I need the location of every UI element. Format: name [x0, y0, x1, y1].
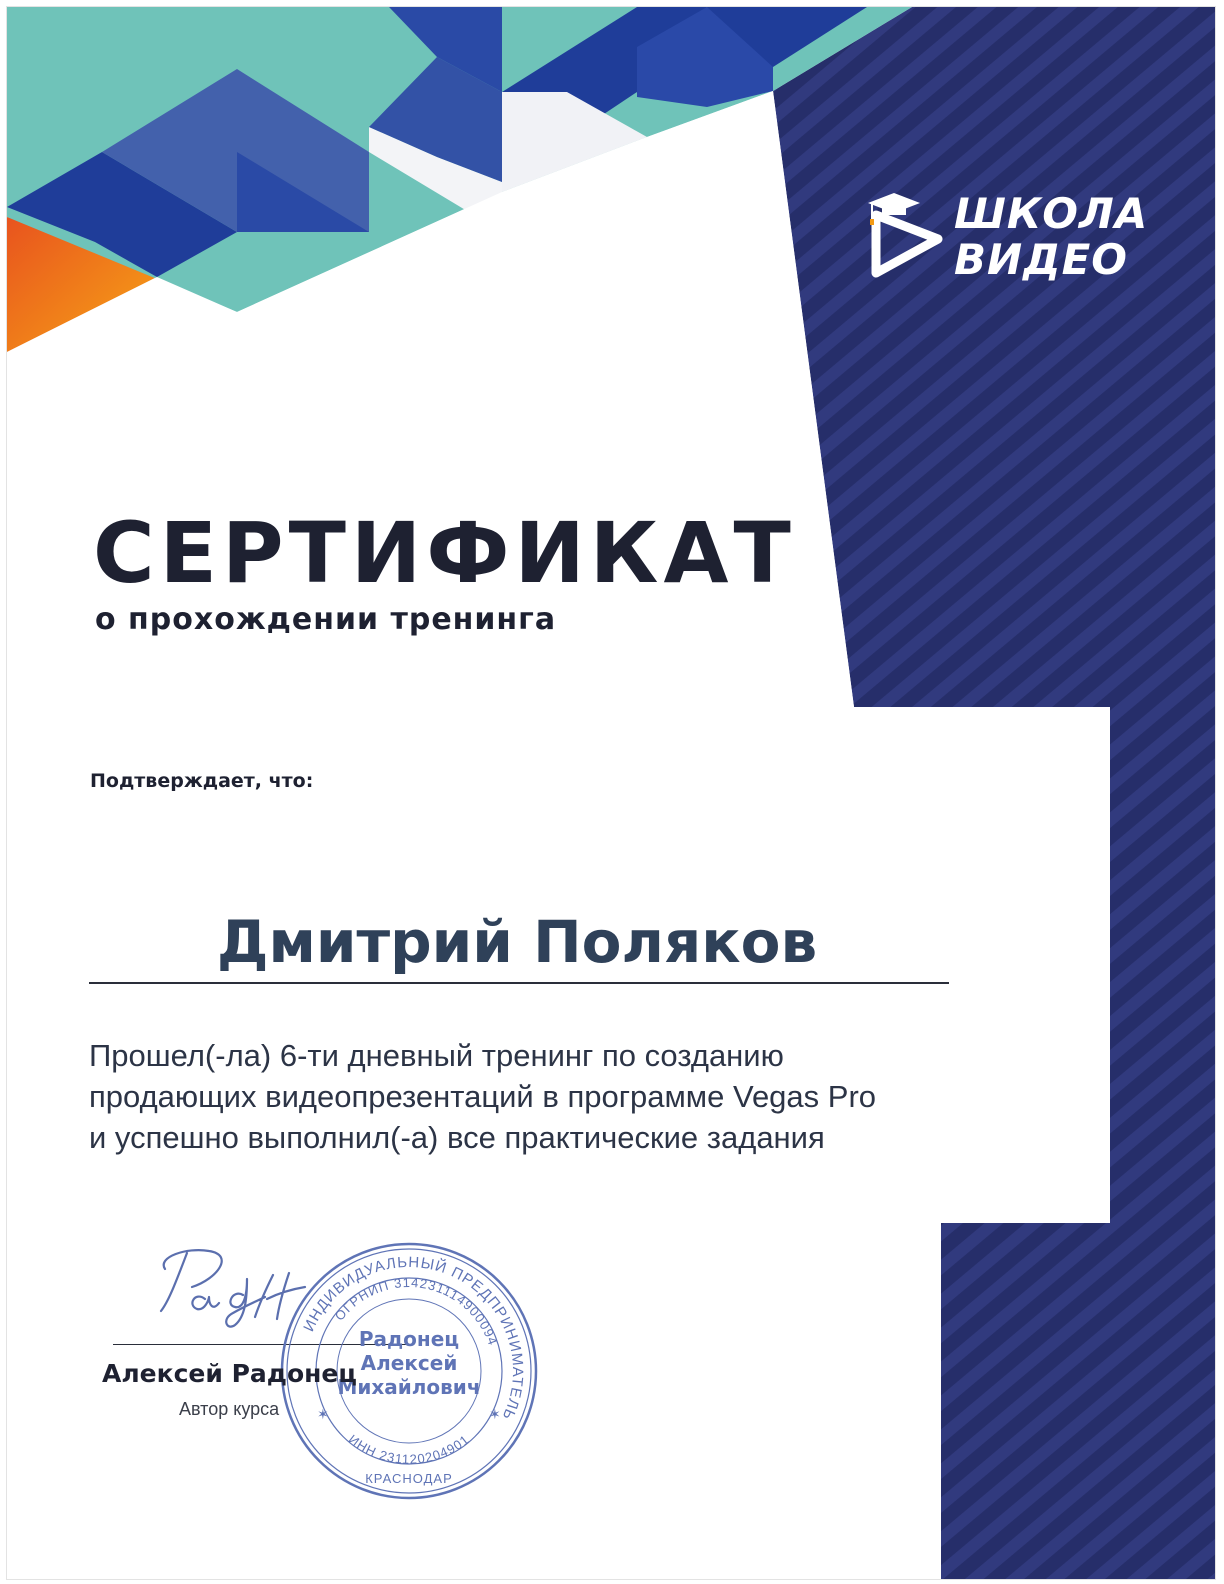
- stamp-ring-top-text: ИНДИВИДУАЛЬНЫЙ ПРЕДПРИНИМАТЕЛЬ: [300, 1253, 527, 1424]
- school-logo: [862, 187, 1152, 287]
- logo-line-2: ВИДЕО: [954, 235, 1128, 284]
- confirm-label: Подтверждает, что:: [90, 770, 314, 792]
- course-description: [89, 1035, 876, 1158]
- certificate-title: СЕРТИФИКАТ: [93, 504, 796, 602]
- description-line-3: и успешно выполнил(-а) все практические задания: [89, 1120, 825, 1155]
- stamp-name-line-1: Радонец: [358, 1327, 460, 1351]
- stamp-city-text: КРАСНОДАР: [365, 1471, 453, 1486]
- stamp-name-line-3: Михайлович: [337, 1375, 481, 1399]
- stamp-star-right-icon: ✶: [489, 1407, 501, 1423]
- logo-line-1: ШКОЛА: [954, 189, 1149, 238]
- stamp-ogrnip-text: ОГРНИП 314231114900094: [331, 1274, 501, 1348]
- logo-play-cap-icon: [862, 187, 954, 287]
- certificate-page: [6, 6, 1216, 1580]
- stamp-inn-text: ИНН 231120204901: [345, 1431, 473, 1467]
- author-role: Автор курса: [179, 1399, 280, 1419]
- recipient-name: Дмитрий Поляков: [216, 908, 818, 976]
- description-line-2: продающих видеопрезентаций в программе Vegas Pro: [89, 1079, 877, 1114]
- name-underline: [89, 982, 949, 984]
- svg-text:ИНН 231120204901: [346, 1432, 473, 1467]
- logo-text: [954, 191, 1148, 283]
- author-name: Алексей Радонец: [102, 1359, 357, 1388]
- stamp-name-line-2: Алексей: [360, 1351, 458, 1375]
- certificate-subtitle: о прохождении тренинга: [95, 602, 557, 637]
- description-line-1: Прошел(-ла) 6-ти дневный тренинг по созданию: [89, 1038, 784, 1073]
- stamp-star-left-icon: ✶: [317, 1407, 329, 1423]
